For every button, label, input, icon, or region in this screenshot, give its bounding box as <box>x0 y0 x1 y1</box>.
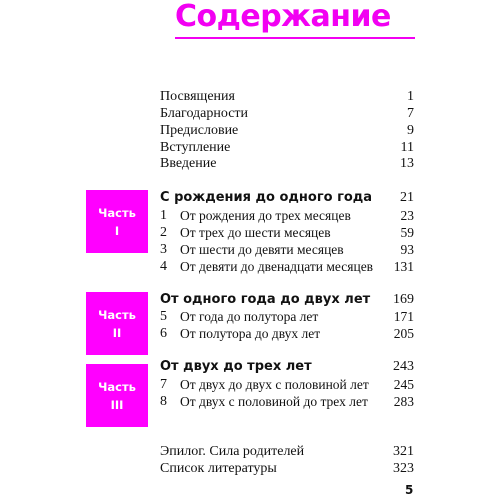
toc-entry-label: Посвящения <box>160 89 235 104</box>
chapter-label: От девяти до двенадцати месяцев <box>180 259 374 274</box>
part-2-badge <box>86 292 148 355</box>
part-heading-label: От двух до трех лет <box>160 359 312 374</box>
chapter-number: 8 <box>160 394 167 409</box>
toc-entry-page: 1 <box>407 89 414 104</box>
chapter-page: 131 <box>393 259 414 274</box>
toc-entry-label: Список литературы <box>160 461 277 476</box>
toc-entry-introduction[interactable] <box>160 155 414 172</box>
toc-entry-dedications[interactable] <box>160 88 414 105</box>
chapter-number: 6 <box>160 326 167 341</box>
chapter-page: 93 <box>400 242 414 257</box>
title-underline <box>175 37 415 39</box>
toc-entry-page: 321 <box>393 444 414 459</box>
chapter-number: 7 <box>160 377 167 392</box>
part-heading-page: 169 <box>393 292 414 307</box>
part-heading-page: 21 <box>400 190 414 205</box>
part-heading-label: С рождения до одного года <box>160 190 373 205</box>
part-word: Часть <box>98 307 136 322</box>
toc-entry-label: Введение <box>160 156 217 171</box>
toc-entry-label: Эпилог. Сила родителей <box>160 444 305 459</box>
part-1-heading[interactable] <box>160 189 414 206</box>
toc-entry-page: 11 <box>400 140 414 155</box>
chapter-page: 283 <box>393 394 414 409</box>
toc-chapter-3[interactable] <box>160 241 414 258</box>
part-roman-numeral: III <box>110 397 124 412</box>
chapter-label: От рождения до трех месяцев <box>180 208 351 223</box>
toc-chapter-7[interactable] <box>160 376 414 393</box>
chapter-number: 2 <box>160 225 167 240</box>
chapter-number: 4 <box>160 259 167 274</box>
toc-chapter-5[interactable] <box>160 308 414 325</box>
toc-entry-label: Благодарности <box>160 106 249 121</box>
toc-entry-page: 323 <box>393 461 414 476</box>
toc-chapter-4[interactable] <box>160 258 414 275</box>
part-3-heading[interactable] <box>160 358 414 375</box>
part-2-heading[interactable] <box>160 291 414 308</box>
chapter-number: 5 <box>160 309 167 324</box>
part-heading-page: 243 <box>393 359 414 374</box>
chapter-number: 1 <box>160 208 167 223</box>
toc-entry-epilogue[interactable] <box>160 443 414 460</box>
chapter-label: От полутора до двух лет <box>180 326 321 341</box>
toc-entry-label: Вступление <box>160 140 231 155</box>
chapter-page: 59 <box>400 225 414 240</box>
toc-entry-label: Предисловие <box>160 123 239 138</box>
toc-entry-bibliography[interactable] <box>160 460 414 477</box>
chapter-number: 3 <box>160 242 167 257</box>
part-heading-label: От одного года до двух лет <box>160 292 371 307</box>
part-word: Часть <box>98 379 136 394</box>
part-word: Часть <box>98 205 136 220</box>
part-roman-numeral: II <box>112 325 122 340</box>
toc-chapter-6[interactable] <box>160 325 414 342</box>
toc-chapter-2[interactable] <box>160 224 414 241</box>
toc-entry-page: 13 <box>400 156 414 171</box>
chapter-page: 171 <box>393 309 414 324</box>
chapter-label: От шести до девяти месяцев <box>180 242 344 257</box>
chapter-label: От трех до шести месяцев <box>180 225 331 240</box>
toc-entry-page: 7 <box>407 106 414 121</box>
toc-entry-page: 9 <box>407 123 414 138</box>
toc-entry-acknowledgements[interactable] <box>160 105 414 122</box>
toc-chapter-8[interactable] <box>160 393 414 410</box>
toc-entry-preface[interactable] <box>160 122 414 139</box>
chapter-label: От двух до двух с половиной лет <box>180 377 369 392</box>
toc-chapter-1[interactable] <box>160 207 414 224</box>
toc-entry-foreword[interactable] <box>160 139 414 156</box>
chapter-page: 205 <box>393 326 414 341</box>
chapter-label: От двух с половиной до трех лет <box>180 394 368 409</box>
chapter-label: От года до полутора лет <box>180 309 319 324</box>
page-number: 5 <box>405 483 414 497</box>
part-1-badge <box>86 190 148 253</box>
page-title: Содержание <box>175 0 391 34</box>
part-roman-numeral: I <box>114 223 120 238</box>
part-3-badge <box>86 364 148 427</box>
chapter-page: 23 <box>400 208 414 223</box>
chapter-page: 245 <box>393 377 414 392</box>
